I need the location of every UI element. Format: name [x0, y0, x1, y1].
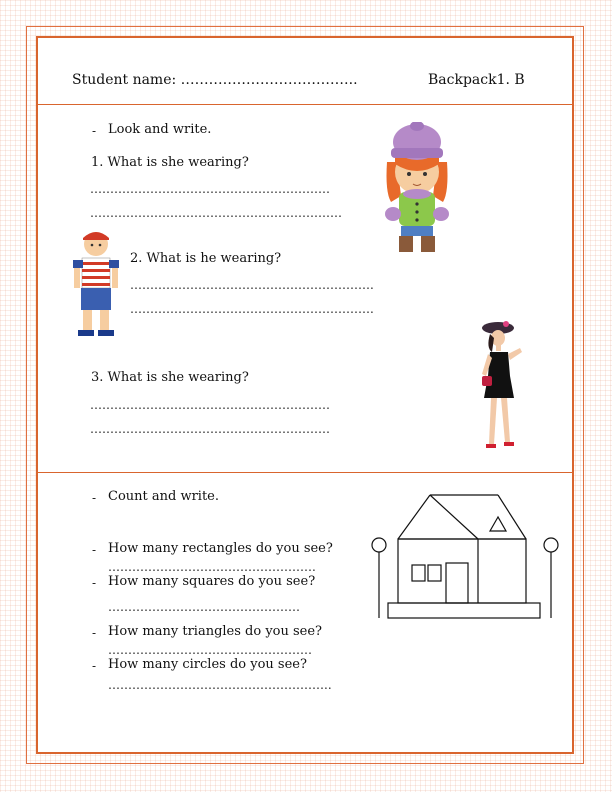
question-2: 2. What is he wearing? [130, 251, 282, 266]
bullet: - [92, 626, 97, 640]
question-1: 1. What is she wearing? [91, 155, 249, 170]
girl-winter-illustration [377, 122, 457, 256]
boy-illustration [70, 226, 126, 340]
answer-line-3b[interactable]: …………………………………………………… [90, 422, 330, 436]
question-circles: How many circles do you see? [108, 657, 307, 672]
answer-squares[interactable]: ………………………………………… [108, 600, 300, 614]
answer-rectangles[interactable]: ……………………………………………. [108, 560, 316, 574]
bullet: - [92, 576, 97, 590]
answer-line-2a[interactable]: ……………………………………………………. [130, 278, 374, 292]
answer-line-3a[interactable]: …………………………………………………… [90, 398, 330, 412]
woman-dress-illustration [474, 318, 528, 454]
answer-line-2b[interactable]: ……………………………………………………. [130, 302, 374, 316]
header-divider [36, 104, 574, 105]
bullet: - [92, 491, 97, 505]
student-name-label[interactable]: Student name: ……………………………….. [72, 72, 358, 88]
question-rectangles: How many rectangles do you see? [108, 541, 333, 556]
instruction-look-write: Look and write. [108, 122, 212, 137]
book-label: Backpack1. B [428, 72, 525, 88]
answer-circles[interactable]: ……………………………………………….. [108, 678, 332, 692]
section-divider [36, 472, 574, 473]
answer-triangles[interactable]: …………………………………………… [108, 643, 312, 657]
house-shapes-drawing [368, 491, 562, 623]
question-triangles: How many triangles do you see? [108, 624, 323, 639]
bullet: - [92, 124, 97, 138]
question-squares: How many squares do you see? [108, 574, 316, 589]
question-3: 3. What is she wearing? [91, 370, 249, 385]
bullet: - [92, 659, 97, 673]
instruction-count-write: Count and write. [108, 489, 220, 504]
answer-line-1b[interactable]: ……………………………………………………… [90, 206, 342, 220]
bullet: - [92, 543, 97, 557]
answer-line-1a[interactable]: …………………………………………………… [90, 182, 330, 196]
